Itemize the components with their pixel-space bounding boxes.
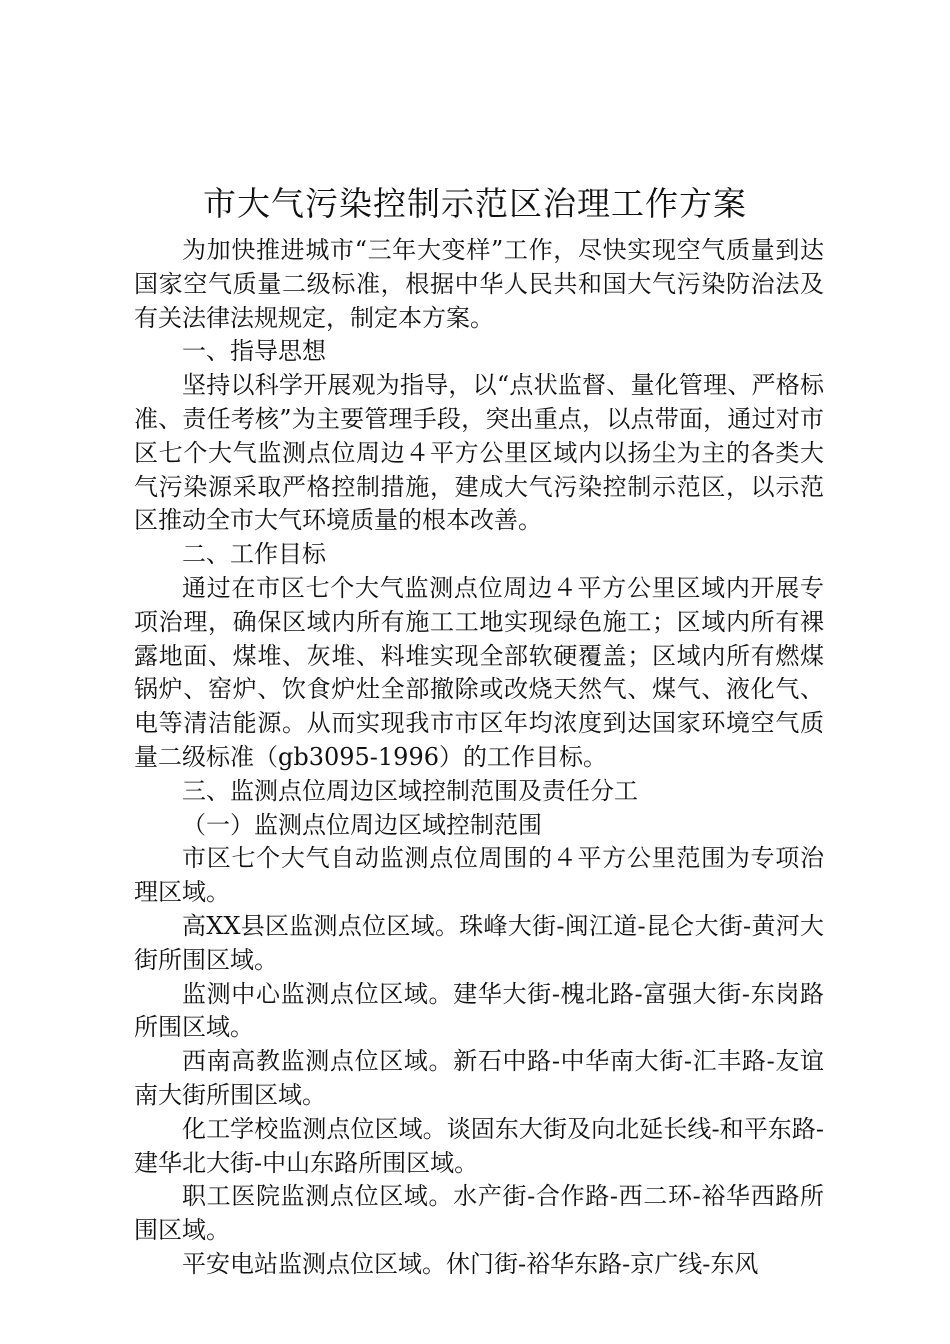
section-heading-guiding-ideology: 一、指导思想	[182, 337, 326, 366]
control-scope-paragraph: 市区七个大气自动监测点位周围的４平方公里范围为专项治理区域。	[134, 844, 824, 907]
document-body	[134, 234, 824, 1282]
subsection-heading-control-scope: （一）监测点位周边区域控制范围	[182, 810, 542, 839]
area-paragraph: 平安电站监测点位区域。休门街-裕华东路-京广线-东风	[182, 1249, 759, 1278]
area-paragraph: 高XX县区监测点位区域。珠峰大街-闽江道-昆仑大街-黄河大街所围区域。	[134, 911, 824, 974]
document-title: 市大气污染控制示范区治理工作方案	[203, 184, 747, 223]
section-heading-control-scope: 三、监测点位周边区域控制范围及责任分工	[182, 776, 638, 805]
work-goals-paragraph: 通过在市区七个大气监测点位周边４平方公里区域内开展专项治理，确保区域内所有施工工地实现绿色施工；区域内所有裸露地面、煤堆、灰堆、料堆实现全部软硬覆盖；区域内所有燃煤锅炉、窑炉、饮食炉灶全部撤除或改烧天然气、煤气、液化气、电等清洁能源。从而实现我市市区年均浓度到达国家环境空气质量二级标准（gb3095-1996）的工作目标。	[134, 573, 824, 771]
area-paragraph: 化工学校监测点位区域。谈固东大街及向北延长线-和平东路-建华北大街-中山东路所围区域。	[134, 1114, 824, 1177]
section-heading-work-goals: 二、工作目标	[182, 540, 326, 569]
area-paragraph: 职工医院监测点位区域。水产街-合作路-西二环-裕华西路所围区域。	[134, 1182, 824, 1245]
area-paragraph: 监测中心监测点位区域。建华大街-槐北路-富强大街-东岗路所围区域。	[134, 979, 824, 1042]
guiding-ideology-paragraph: 坚持以科学开展观为指导，以“点状监督、量化管理、严格标准、责任考核”为主要管理手段，突出重点，以点带面，通过对市区七个大气监测点位周边４平方公里区域内以扬尘为主的各类大气污染源采取严格控制措施，建成大气污染控制示范区，以示范区推动全市大气环境质量的根本改善。	[134, 371, 824, 535]
area-paragraph: 西南高教监测点位区域。新石中路-中华南大街-汇丰路-友谊南大街所围区域。	[134, 1047, 824, 1109]
intro-paragraph: 为加快推进城市“三年大变样”工作，尽快实现空气质量到达国家空气质量二级标准，根据中华人民共和国大气污染防治法及有关法律法规规定，制定本方案。	[134, 236, 824, 332]
